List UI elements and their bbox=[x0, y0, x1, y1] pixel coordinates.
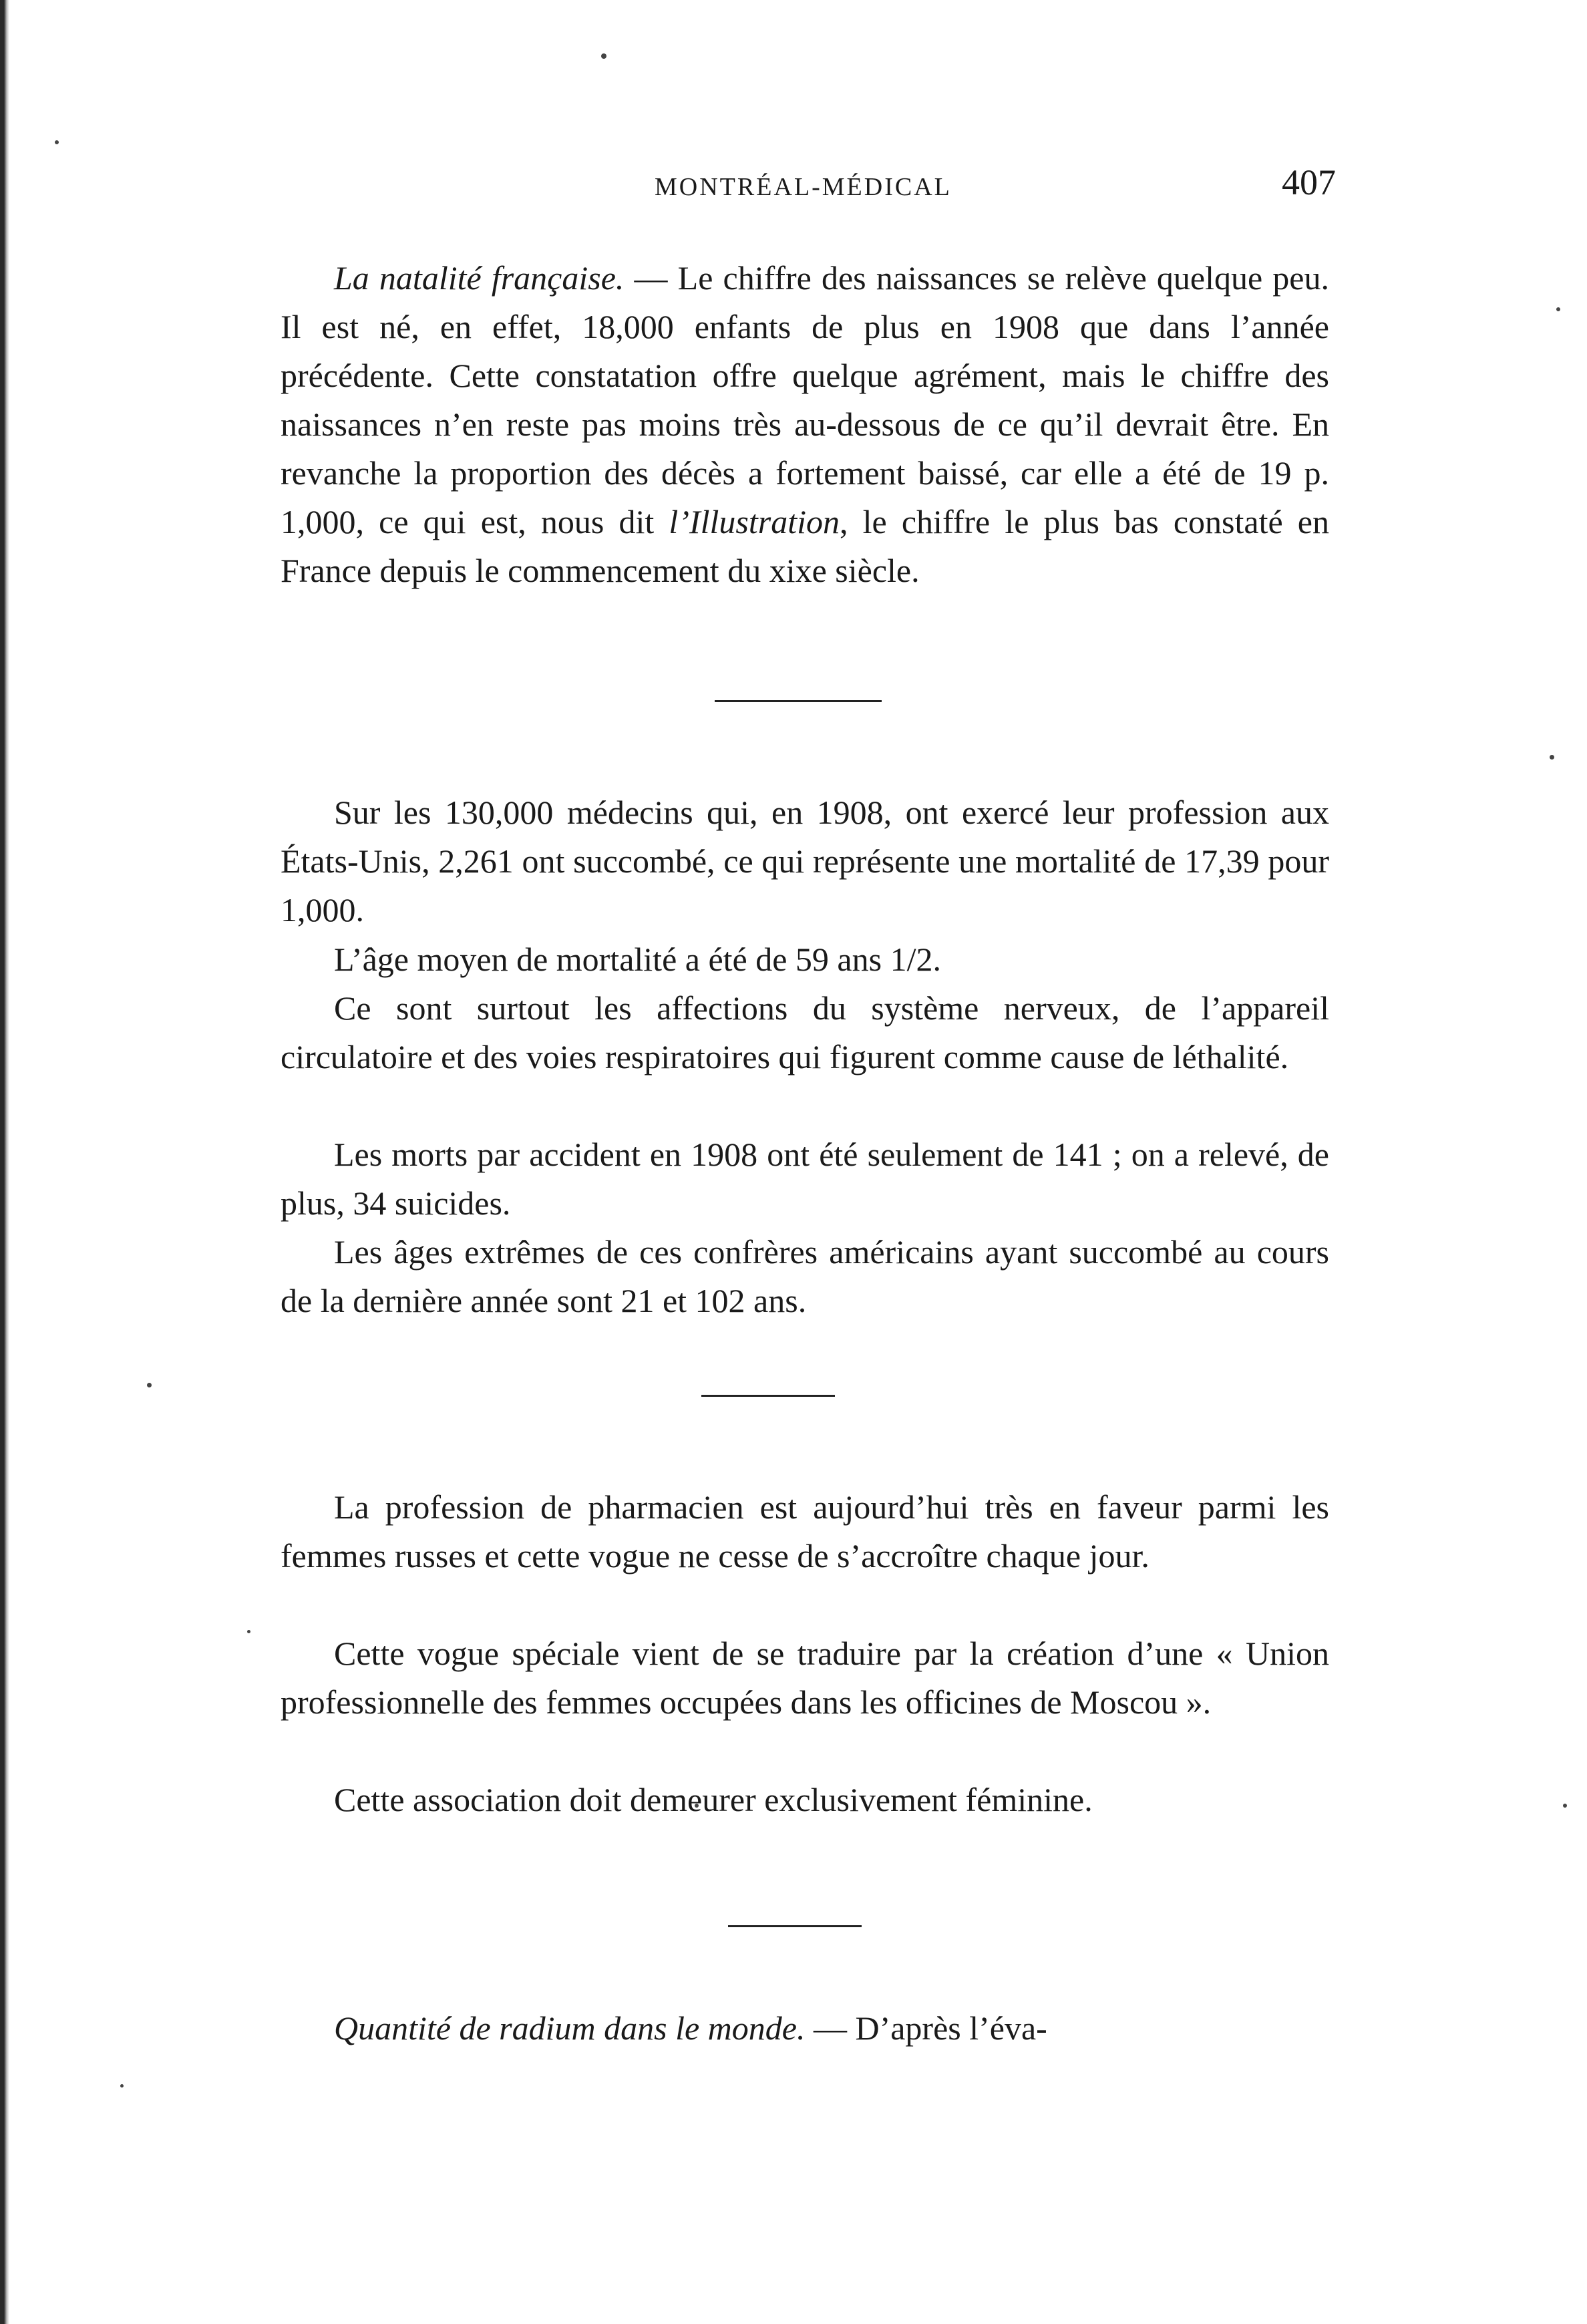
print-speck bbox=[1550, 755, 1554, 760]
medecins-paragraph: L’âge moyen de mortalité a été de 59 ans 1/2. bbox=[334, 941, 941, 978]
medecins-paragraph: Ce sont surtout les affections du système nerveux, de l’appareil circulatoire et des voies respiratoires qui figurent comme cause de léthalité. bbox=[281, 989, 1329, 1075]
radium-heading: Quantité de radium dans le monde. bbox=[334, 2009, 806, 2047]
section-divider bbox=[715, 700, 882, 702]
natalite-heading: La natalité française. bbox=[334, 259, 625, 297]
print-speck bbox=[147, 1383, 152, 1387]
pharmacien-paragraph: Cette association doit demeurer exclusivement féminine. bbox=[334, 1781, 1093, 1818]
pharmacien-paragraph: La profession de pharmacien est aujourd’hui très en faveur parmi les femmes russes et cette vogue ne cesse de s’accroître chaque jour. bbox=[281, 1488, 1329, 1574]
natalite-source: l’Illustration bbox=[669, 503, 840, 540]
print-speck bbox=[55, 140, 59, 144]
section-divider bbox=[701, 1395, 835, 1397]
page-number: 407 bbox=[1282, 162, 1336, 202]
natalite-text: — Le chiffre des naissances se relève quelque peu. Il est né, en effet, 18,000 enfants de plus en 1908 que dans l’année précédente. Cette constatation offre quelque agrément, mais le chiffre des naissances n’en reste pas moins très au-dessous de ce qu’il devrait être. En revanche la proportion des décès a fortement baissé, car elle a été de 19 p. 1,000, ce qui est, nous dit bbox=[281, 259, 1330, 540]
section-divider bbox=[728, 1925, 862, 1927]
medecins-paragraph: Les âges extrêmes de ces confrères américains ayant succombé au cours de la dernière année sont 21 et 102 ans. bbox=[281, 1233, 1329, 1319]
print-speck bbox=[247, 1630, 250, 1633]
radium-text: — D’après l’éva- bbox=[805, 2009, 1047, 2047]
print-speck bbox=[601, 53, 606, 59]
print-speck bbox=[1563, 1804, 1567, 1808]
journal-title: MONTRÉAL-MÉDICAL bbox=[655, 173, 952, 201]
print-speck bbox=[1556, 307, 1560, 311]
running-header bbox=[281, 162, 1336, 202]
natalite-paragraph bbox=[281, 254, 1329, 595]
pharmacien-paragraph: Cette vogue spéciale vient de se traduire par la création d’une « Union professionnelle des femmes occupées dans les officines de Moscou ». bbox=[281, 1635, 1329, 1721]
natalite-text-end: , le chiffre le plus bas constaté en France depuis le commencement du xixe siècle. bbox=[281, 503, 1329, 589]
medecins-paragraph: Les morts par accident en 1908 ont été seulement de 141 ; on a relevé, de plus, 34 suicides. bbox=[281, 1136, 1329, 1222]
print-speck bbox=[120, 2084, 124, 2088]
radium-paragraph bbox=[281, 2004, 1329, 2053]
page-binding-edge bbox=[0, 0, 9, 2324]
medecins-paragraph: Sur les 130,000 médecins qui, en 1908, ont exercé leur profession aux États-Unis, 2,261 ont succombé, ce qui représente une mortalité de 17,39 pour 1,000. bbox=[281, 794, 1329, 929]
